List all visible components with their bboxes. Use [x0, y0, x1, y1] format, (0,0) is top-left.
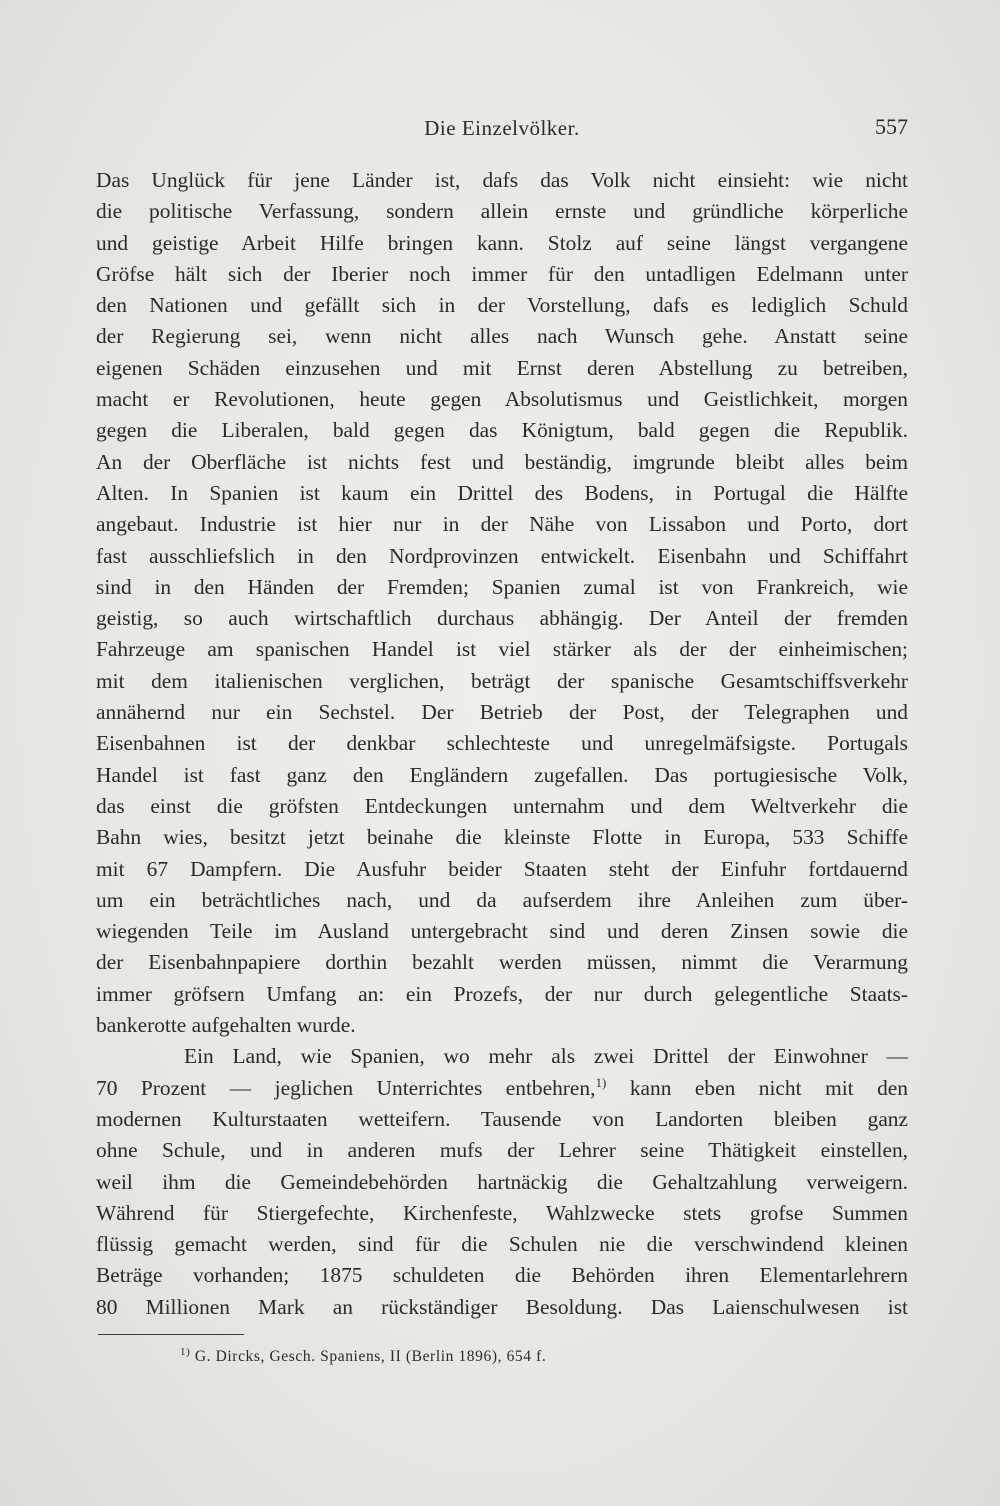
text-line: den Nationen und gefällt sich in der Vorstellung, dafs es lediglich Schuld [96, 293, 908, 318]
text-fragment: 70 Prozent — jeglichen Unterrichtes entbehren, [96, 1075, 596, 1100]
text-line: eigenen Schäden einzusehen und mit Ernst deren Abstellung zu betreiben, [96, 355, 908, 380]
text-line: Beträge vorhanden; 1875 schuldeten die Behörden ihren Elementarlehrern [96, 1263, 908, 1288]
footnote-divider [98, 1334, 244, 1335]
paragraph-first-line: Ein Land, wie Spanien, wo mehr als zwei Drittel der Einwohner — [184, 1044, 908, 1069]
text-line: fast ausschliefslich in den Nordprovinzen entwickelt. Eisenbahn und Schiffahrt [96, 543, 908, 568]
text-line: macht er Revolutionen, heute gegen Absolutismus und Geistlichkeit, morgen [96, 387, 908, 412]
text-line: Während für Stiergefechte, Kirchenfeste, Wahlzwecke stets grofse Summen [96, 1200, 908, 1225]
text-line: wiegenden Teile im Ausland untergebracht sind und deren Zinsen sowie die [96, 919, 908, 944]
text-line: weil ihm die Gemeindebehörden hartnäckig die Gehaltzahlung verweigern. [96, 1169, 908, 1194]
text-line: der Eisenbahnpapiere dorthin bezahlt werden müssen, nimmt die Verarmung [96, 950, 908, 975]
text-line: annähernd nur ein Sechstel. Der Betrieb der Post, der Telegraphen und [96, 700, 908, 725]
text-line: geistig, so auch wirtschaftlich durchaus abhängig. Der Anteil der fremden [96, 606, 908, 631]
footnote-reference[interactable]: 1) [595, 1074, 607, 1090]
text-line-with-footnote [96, 1073, 908, 1104]
text-line: Eisenbahnen ist der denkbar schlechteste und unregelmäfsigste. Portugals [96, 731, 908, 756]
text-line: angebaut. Industrie ist hier nur in der Nähe von Lissabon und Porto, dort [96, 512, 908, 537]
text-line: der Regierung sei, wenn nicht alles nach Wunsch gehe. Anstatt seine [96, 324, 908, 349]
footnote [180, 1348, 546, 1366]
text-line: ohne Schule, und in anderen mufs der Lehrer seine Thätigkeit einstellen, [96, 1138, 908, 1163]
text-line: Bahn wies, besitzt jetzt beinahe die kleinste Flotte in Europa, 533 Schiffe [96, 825, 908, 850]
footnote-marker: 1) [180, 1346, 191, 1358]
text-line: Handel ist fast ganz den Engländern zugefallen. Das portugiesische Volk, [96, 762, 908, 787]
text-line: sind in den Händen der Fremden; Spanien zumal ist von Frankreich, wie [96, 574, 908, 599]
text-line: um ein beträchtliches nach, und da aufserdem ihre Anleihen zum über- [96, 887, 908, 912]
page-number: 557 [875, 114, 908, 139]
running-title: Die Einzelvölker. [424, 116, 580, 140]
text-fragment: kann eben nicht mit den [606, 1075, 908, 1100]
footnote-text: G. Dircks, Gesch. Spaniens, II (Berlin 1896), 654 f. [194, 1348, 547, 1365]
text-line: Fahrzeuge am spanischen Handel ist viel stärker als der der einheimischen; [96, 637, 908, 662]
text-line: mit dem italienischen verglichen, beträgt der spanische Gesamtschiffsverkehr [96, 668, 908, 693]
text-line: 80 Millionen Mark an rückständiger Besoldung. Das Laienschulwesen ist [96, 1294, 908, 1319]
text-line: bankerotte aufgehalten wurde. [96, 1013, 356, 1038]
text-line: mit 67 Dampfern. Die Ausfuhr beider Staaten steht der Einfuhr fortdauernd [96, 856, 908, 881]
text-line: Alten. In Spanien ist kaum ein Drittel des Bodens, in Portugal die Hälfte [96, 480, 908, 505]
text-line: das einst die gröfsten Entdeckungen unternahm und dem Weltverkehr die [96, 793, 908, 818]
text-line: An der Oberfläche ist nichts fest und beständig, imgrunde bleibt alles beim [96, 449, 908, 474]
text-line: und geistige Arbeit Hilfe bringen kann. Stolz auf seine längst vergangene [96, 230, 908, 255]
text-line: Gröfse hält sich der Iberier noch immer für den untadligen Edelmann unter [96, 261, 908, 286]
page-header [96, 112, 908, 144]
text-line: flüssig gemacht werden, sind für die Schulen nie die verschwindend kleinen [96, 1232, 908, 1257]
text-line: die politische Verfassung, sondern allein ernste und gründliche körperliche [96, 199, 908, 224]
text-line: gegen die Liberalen, bald gegen das Königtum, bald gegen die Republik. [96, 418, 908, 443]
text-line: Das Unglück für jene Länder ist, dafs das Volk nicht einsieht: wie nicht [96, 168, 908, 192]
text-line: immer gröfsern Umfang an: ein Prozefs, der nur durch gelegentliche Staats- [96, 981, 908, 1006]
body-text [96, 165, 908, 1323]
text-line: modernen Kulturstaaten wetteifern. Tausende von Landorten bleiben ganz [96, 1106, 908, 1131]
